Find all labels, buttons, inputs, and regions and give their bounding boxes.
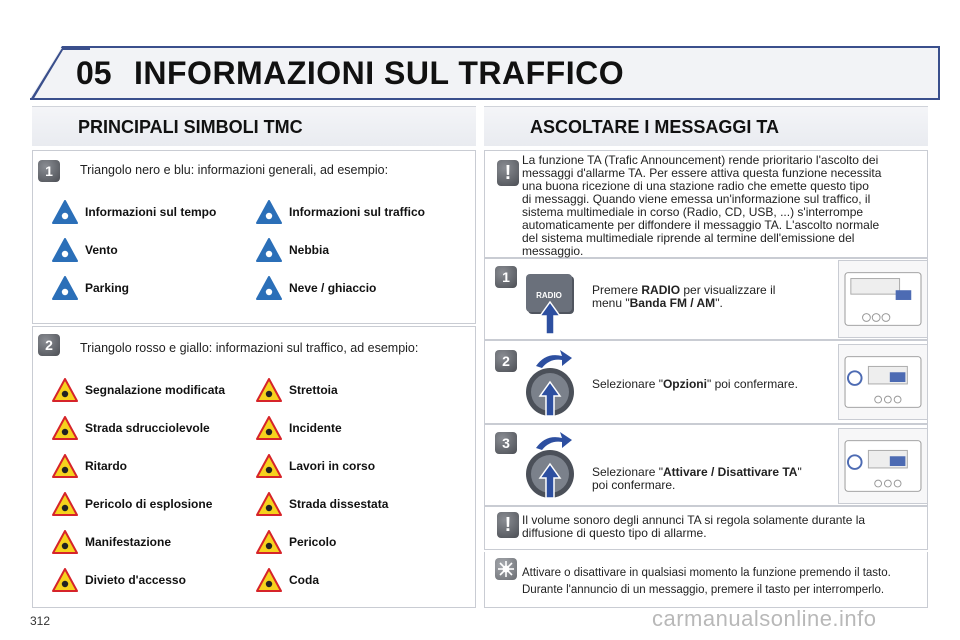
text-line: Attivare o disattivare in qualsiasi momento la funzione premendo il tasto. [522, 567, 891, 579]
symbol-item [52, 378, 225, 402]
blue-symbols-intro: Triangolo nero e blu: informazioni generali, ad esempio: [80, 163, 389, 177]
symbol-label: Coda [289, 573, 319, 587]
symbol-label: Pericolo [289, 535, 337, 549]
symbol-item [256, 568, 319, 592]
rotary-knob-illustration-2 [522, 426, 580, 502]
symbol-item [52, 568, 186, 592]
page-number: 312 [30, 614, 51, 628]
warning-icon: ! [497, 160, 519, 186]
text-line: una buona ricezione di una stazione radio che emette questo tipo [522, 179, 869, 193]
rotary-knob-illustration-1 [522, 344, 580, 420]
accident-icon [256, 416, 282, 440]
radio-button-illustration [524, 272, 576, 338]
text-line: La funzione TA (Trafic Announcement) rende prioritario l'ascolto dei [522, 153, 879, 167]
ta-step-badge-1: 1 [495, 266, 517, 288]
ta-description-text [522, 154, 881, 258]
text-line: messaggi d'allarme TA. Per essere attiva questa funzione necessita [522, 166, 882, 180]
symbol-item [256, 276, 376, 300]
warning-icon-2: ! [497, 512, 519, 538]
volume-note-text [522, 514, 865, 540]
delay-icon [52, 454, 78, 478]
narrowing-icon [256, 378, 282, 402]
symbol-item [256, 492, 388, 516]
section-heading-ta [484, 106, 928, 146]
radio-panel-thumbnail-3 [838, 428, 928, 504]
symbol-label: Segnalazione modificata [85, 383, 226, 397]
no-entry-icon [52, 568, 78, 592]
ta-step-badge-2: 2 [495, 350, 517, 372]
ta-step-3-text: Selezionare "Attivare / Disattivare TA" poi confermare. [592, 465, 802, 492]
text-line: Il volume sonoro degli annunci TA si regola solamente durante la [522, 513, 866, 527]
parking-icon [52, 276, 78, 300]
radio-panel-thumbnail-1 [838, 260, 928, 338]
section-heading-tmc [32, 106, 476, 146]
tip-icon [495, 558, 517, 580]
symbol-item [52, 276, 129, 300]
symbol-label: Ritardo [85, 459, 127, 473]
symbol-label: Strada dissestata [289, 497, 389, 511]
text-line: Durante l'annuncio di un messaggio, premere il tasto per interromperlo. [522, 584, 885, 596]
symbol-item [256, 416, 342, 440]
symbol-label: Pericolo di esplosione [85, 497, 213, 511]
section-heading-ta-text: ASCOLTARE I MESSAGGI TA [530, 117, 780, 137]
symbol-item [256, 378, 338, 402]
symbol-label: Manifestazione [85, 535, 172, 549]
radio-panel-thumbnail-2 [838, 344, 928, 420]
symbol-item [256, 238, 329, 262]
text-line: di messaggi. Quando viene emessa un'informazione sul traffico, il [522, 192, 871, 206]
ta-step-1-text: Premere RADIO per visualizzare il menu "Banda FM / AM". [592, 283, 776, 310]
ta-step-badge-3: 3 [495, 432, 517, 454]
ta-step-2-text: Selezionare "Opzioni" poi confermare. [592, 377, 798, 391]
modified-icon [52, 378, 78, 402]
symbol-label: Vento [85, 243, 118, 257]
slippery-icon [52, 416, 78, 440]
event-icon [52, 530, 78, 554]
symbol-item [52, 454, 127, 478]
step-badge-2: 2 [38, 334, 60, 356]
symbol-label: Parking [85, 281, 130, 295]
symbol-label: Divieto d'accesso [85, 573, 186, 587]
weather-icon [52, 200, 78, 224]
wind-icon [52, 238, 78, 262]
symbol-item [52, 238, 118, 262]
symbol-item [52, 530, 171, 554]
queue-icon [256, 568, 282, 592]
snow-icon [256, 276, 282, 300]
rough-road-icon [256, 492, 282, 516]
text-line: sistema multimediale in corso (Radio, CD, USB, ...) s'interrompe [522, 205, 864, 219]
section-heading-tmc-text: PRINCIPALI SIMBOLI TMC [78, 117, 303, 137]
symbol-label: Strettoia [289, 383, 338, 397]
fog-icon [256, 238, 282, 262]
info-icon [256, 200, 282, 224]
chapter-title: INFORMAZIONI SUL TRAFFICO [134, 55, 625, 91]
step-badge-1: 1 [38, 160, 60, 182]
roadworks-icon [256, 454, 282, 478]
symbol-label: Nebbia [289, 243, 330, 257]
symbol-label: Strada sdrucciolevole [85, 421, 210, 435]
danger-icon [256, 530, 282, 554]
watermark: carmanualsonline.info [652, 606, 877, 631]
symbol-label: Neve / ghiaccio [289, 281, 377, 295]
symbol-item [52, 416, 210, 440]
text-line: automaticamente per diffondere il messaggio TA. L'ascolto normale [522, 218, 880, 232]
symbol-label: Informazioni sul traffico [289, 205, 426, 219]
symbol-item [52, 200, 216, 224]
symbol-item [256, 530, 336, 554]
tip-text [522, 565, 891, 599]
text-line: messaggio. [522, 244, 584, 258]
radio-button-label: RADIO [536, 291, 562, 300]
symbol-label: Incidente [289, 421, 342, 435]
symbol-item [256, 454, 375, 478]
explosion-icon [52, 492, 78, 516]
red-symbols-intro: Triangolo rosso e giallo: informazioni sul traffico, ad esempio: [80, 341, 419, 355]
chapter-number: 05 [76, 55, 112, 91]
symbol-item [52, 492, 212, 516]
text-line: del sistema multimediale riprende al termine dell'emissione del [522, 231, 855, 245]
symbol-item [256, 200, 425, 224]
symbol-label: Informazioni sul tempo [85, 205, 217, 219]
text-line: diffusione di questo tipo di allarme. [522, 526, 707, 540]
symbol-label: Lavori in corso [289, 459, 376, 473]
